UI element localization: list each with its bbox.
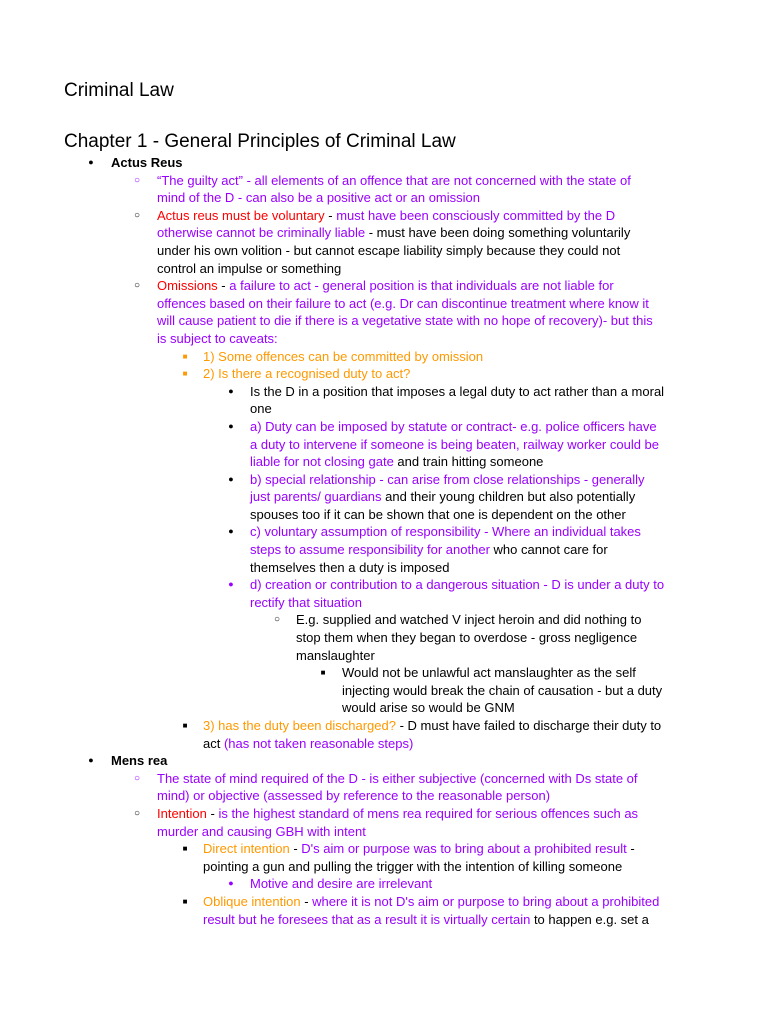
document-title: Criminal Law — [64, 80, 174, 101]
bullet-dot-icon — [84, 752, 98, 770]
list-item-gnm: ■ Would not be unlawful act manslaughter as the self — [0, 664, 768, 682]
list-item-guilty-act: ○ “The guilty act” - all elements of an offence that are not concerned with the state of — [0, 172, 768, 190]
list-item-is-d: ● Is the D in a position that imposes a legal duty to act rather than a moral — [0, 383, 768, 401]
bullet-circle-icon — [130, 805, 144, 823]
notes-outline: ● Actus Reus ○ “The guilty act” - all elements of an offence that are not concerned with the state of mind of the D - can also be a positive act or an omission ○ Actus reus must be voluntary - must have been consciously committed by the D otherwise cannot be criminally liable - must have been doing something voluntarily under his own volition - but cannot escape liability simply because they could not control an impulse or something ○ Omissions - a failure to act - general position is that individuals are not liable for offences based on their failure to act (e.g. Dr can discontinue treatment where know it will cause patient to die if there is a vegetative state with no hope of recovery)- but this is subject to caveats: ■ 1) Some offences can be committed by omission ■ 2) Is there a recognised duty to act? ● Is the D in a position that imposes a legal duty to act rather than a moral one ● a) Duty can be imposed by statute or contract- e.g. police officers have a duty to intervene if someone is being beaten, railway worker could be liable for not closing gate and train hitting someone ● b) special relationship - can arise from close relationships - generally just parents/ guardians and their young children but also potentially spouses too if it can be shown that one is dependent on the other ● c) voluntary assumption of responsibility - Where an individual takes steps to assume responsibility for another who cannot care for themselves then a duty is imposed ● d) creation or contribution to a dangerous situation - D is under a duty to rectify that situation ○ E.g. supplied and watched V inject heroin and did nothing to stop them when they began to overdose - gross negligence manslaughter ■ Would not be unlawful act manslaughter as the self injecting would break the chain of causation - but a duty would arise so would be GNM ■ 3) has the duty been discharged? - D must have failed to discharge their duty to act (has not taken reasonable steps) ● Mens rea ○ The state of mind required of the D - is either subjective (concerned with Ds state of mind) or objective (assessed by reference to the reasonable person) ○ Intention - is the highest standard of mens rea required for serious offences such as murder and causing GBH with intent ■ Direct intention - D's aim or purpose was to bring about a prohibited result - pointing a gun and pulling the trigger with the intention of killing someone ● Motive and desire are irrelevant ■ Oblique intention - where it is not D's aim or purpose to bring about a prohibited result but he foresees that as a result it is virtually certain to happen e.g. set a — [0, 154, 768, 928]
bullet-square-icon — [178, 717, 192, 735]
bullet-dot-icon — [224, 418, 238, 436]
bullet-square-icon — [178, 365, 192, 383]
bullet-dot-icon — [224, 383, 238, 401]
heading-actus-reus: ● Actus Reus — [0, 154, 768, 172]
bullet-square-icon — [178, 840, 192, 858]
bullet-circle-icon — [130, 770, 144, 788]
bullet-circle-icon — [130, 207, 144, 225]
list-item-duty-d: ● d) creation or contribution to a dangerous situation - D is under a duty to — [0, 576, 768, 594]
list-item-omissions: ○ Omissions - a failure to act - general position is that individuals are not liable for — [0, 277, 768, 295]
bullet-square-icon — [316, 664, 330, 682]
list-item-caveat-1: ■ 1) Some offences can be committed by omission — [0, 348, 768, 366]
list-item-oblique-intention: ■ Oblique intention - where it is not D's aim or purpose to bring about a prohibited — [0, 893, 768, 911]
list-item-intention: ○ Intention - is the highest standard of mens rea required for serious offences such as — [0, 805, 768, 823]
bullet-square-icon — [178, 348, 192, 366]
list-item-motive: ● Motive and desire are irrelevant — [0, 875, 768, 893]
list-item-duty-a: ● a) Duty can be imposed by statute or contract- e.g. police officers have — [0, 418, 768, 436]
list-item-duty-b: ● b) special relationship - can arise from close relationships - generally — [0, 471, 768, 489]
list-item-voluntary: ○ Actus reus must be voluntary - must have been consciously committed by the D — [0, 207, 768, 225]
list-item-caveat-3: ■ 3) has the duty been discharged? - D must have failed to discharge their duty to — [0, 717, 768, 735]
bullet-circle-icon — [130, 277, 144, 295]
bullet-square-icon — [178, 893, 192, 911]
bullet-dot-icon — [224, 523, 238, 541]
bullet-dot-icon — [224, 875, 238, 893]
list-item-duty-c: ● c) voluntary assumption of responsibility - Where an individual takes — [0, 523, 768, 541]
bullet-dot-icon — [224, 471, 238, 489]
list-item-direct-intention: ■ Direct intention - D's aim or purpose was to bring about a prohibited result - — [0, 840, 768, 858]
list-item-state-of-mind: ○ The state of mind required of the D - is either subjective (concerned with Ds state of — [0, 770, 768, 788]
bullet-dot-icon — [224, 576, 238, 594]
bullet-circle-icon — [270, 611, 284, 629]
list-item-caveat-2: ■ 2) Is there a recognised duty to act? — [0, 365, 768, 383]
bullet-circle-icon — [130, 172, 144, 190]
list-item-heroin-example: ○ E.g. supplied and watched V inject heroin and did nothing to — [0, 611, 768, 629]
bullet-dot-icon — [84, 154, 98, 172]
chapter-heading: Chapter 1 - General Principles of Criminal Law — [64, 131, 456, 152]
heading-mens-rea: ● Mens rea — [0, 752, 768, 770]
